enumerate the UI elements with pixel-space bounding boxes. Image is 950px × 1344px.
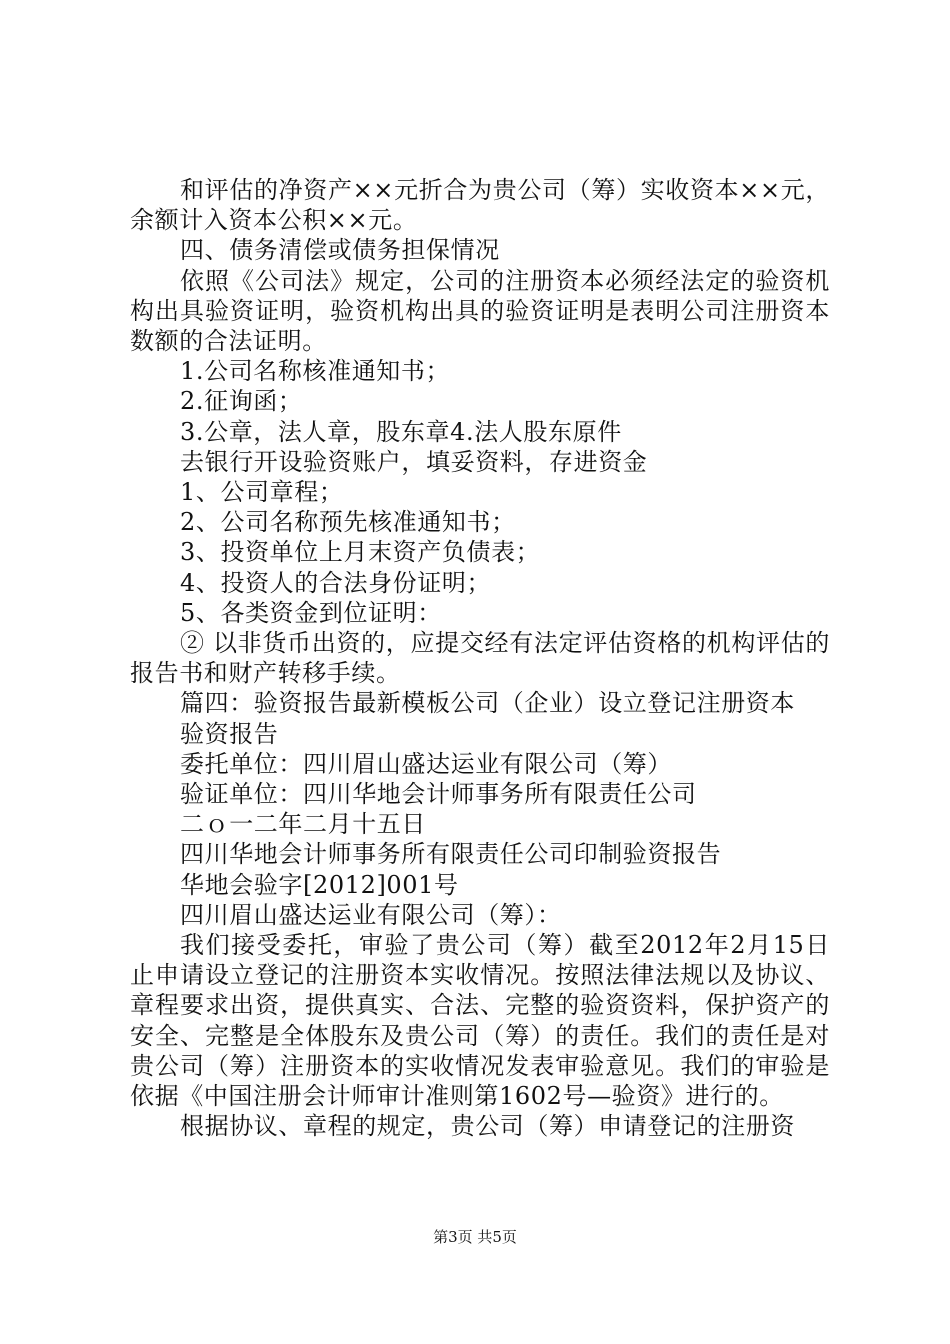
paragraph: 根据协议、章程的规定，贵公司（筹）申请登记的注册资 — [180, 1112, 795, 1141]
list-item: 1.公司名称核准通知书； — [180, 357, 451, 386]
page-footer — [0, 1226, 950, 1247]
section-heading: 篇四：验资报告最新模板公司（企业）设立登记注册资本 — [180, 689, 795, 718]
date-line: 二ｏ一二年二月十五日 — [180, 810, 426, 839]
page-number: 第3页 共5页 — [433, 1228, 517, 1246]
list-item: 4、投资人的合法身份证明； — [180, 568, 492, 597]
document-body — [130, 175, 830, 1142]
list-item: 1、公司章程； — [180, 478, 344, 507]
paragraph: 依照《公司法》规定，公司的注册资本必须经法定的验资机构出具验资证明，验资机构出具的验资证明是表明公司注册资本数额的合法证明。 — [130, 266, 830, 356]
list-item: 3、投资单位上月末资产负债表； — [180, 538, 541, 567]
list-item: 3.公章，法人章，股东章4.法人股东原件 — [180, 417, 622, 446]
printer-line: 四川华地会计师事务所有限责任公司印制验资报告 — [180, 840, 722, 869]
paragraph: ② 以非货币出资的，应提交经有法定评估资格的机构评估的报告书和财产转移手续。 — [130, 629, 830, 688]
paragraph: 和评估的净资产××元折合为贵公司（筹）实收资本××元，余额计入资本公积××元。 — [130, 176, 830, 235]
paragraph: 去银行开设验资账户，填妥资料，存进资金 — [180, 447, 648, 476]
verifier-line: 验证单位：四川华地会计师事务所有限责任公司 — [180, 780, 697, 809]
list-item: 2、公司名称预先核准通知书； — [180, 508, 516, 537]
section-heading: 四、债务清偿或债务担保情况 — [180, 236, 500, 265]
list-item: 2.征询函； — [180, 387, 303, 416]
report-number: 华地会验字[2012]001号 — [180, 870, 459, 899]
list-item: 5、各类资金到位证明： — [180, 598, 442, 627]
addressee: 四川眉山盛达运业有限公司（筹）： — [180, 900, 562, 929]
report-title: 验资报告 — [180, 719, 279, 748]
client-line: 委托单位：四川眉山盛达运业有限公司（筹） — [180, 749, 672, 778]
paragraph: 我们接受委托，审验了贵公司（筹）截至2012年2月15日止申请设立登记的注册资本实收情况。按照法律法规以及协议、章程要求出资，提供真实、合法、完整的验资资料，保护资产的安全、完整是全体股东及贵公司（筹）的责任。我们的责任是对贵公司（筹）注册资本的实收情况发表审验意见。我们的审验是依据《中国注册会计师审计准则第1602号—验资》进行的。 — [130, 931, 830, 1111]
